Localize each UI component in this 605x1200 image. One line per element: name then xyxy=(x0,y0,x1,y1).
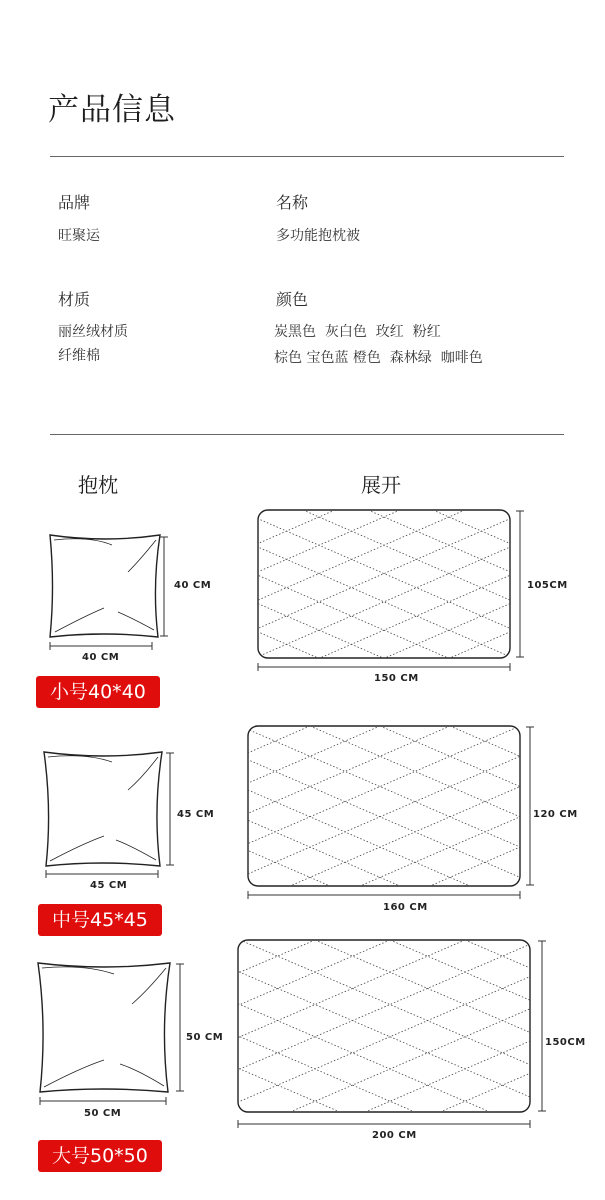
blanket-small-outline xyxy=(258,510,510,658)
name-value: 多功能抱枕被 xyxy=(276,228,360,244)
size-badge-medium: 中号45*45 xyxy=(38,904,162,936)
blanket-medium-width: 160 CM xyxy=(383,902,428,913)
name-label: 名称 xyxy=(276,193,309,212)
blanket-large-dims xyxy=(238,941,546,1128)
blanket-small-dims xyxy=(258,511,524,671)
brand-label: 品牌 xyxy=(58,193,91,212)
size-badge-small: 小号40*40 xyxy=(36,676,160,708)
brand-value: 旺聚运 xyxy=(58,228,100,244)
blanket-small-height: 105CM xyxy=(527,580,568,591)
pillow-small-drawing xyxy=(50,535,160,637)
pillow-medium-width: 45 CM xyxy=(90,880,128,891)
blanket-large-outline xyxy=(238,940,530,1112)
size-badge-large: 大号50*50 xyxy=(38,1140,162,1172)
color-line-1: 炭黑色 灰白色 玫红 粉红 xyxy=(274,324,441,340)
pillow-large-width: 50 CM xyxy=(84,1108,122,1119)
blanket-small-quilting xyxy=(0,510,605,658)
blanket-medium-height: 120 CM xyxy=(533,809,578,820)
blanket-large-quilting xyxy=(0,940,605,1112)
color-line-2: 棕色 宝色蓝 橙色 森林绿 咖啡色 xyxy=(274,350,483,366)
pillow-large-height: 50 CM xyxy=(186,1032,224,1043)
pillow-medium-drawing xyxy=(44,752,162,866)
pillow-small-width: 40 CM xyxy=(82,652,120,663)
pillow-small-height: 40 CM xyxy=(174,580,212,591)
material-value-2: 纤维棉 xyxy=(58,348,100,364)
pillow-heading: 抱枕 xyxy=(78,473,118,497)
material-value-1: 丽丝绒材质 xyxy=(58,324,128,340)
pillow-large-dims xyxy=(40,964,184,1105)
pillow-small-dims xyxy=(50,537,168,650)
unfold-heading: 展开 xyxy=(361,473,401,497)
blanket-small-width: 150 CM xyxy=(374,673,419,684)
material-label: 材质 xyxy=(58,290,91,309)
blanket-medium-dims xyxy=(248,727,534,899)
blanket-large-width: 200 CM xyxy=(372,1130,417,1141)
blanket-medium-outline xyxy=(248,726,520,886)
color-label: 颜色 xyxy=(276,290,309,309)
pillow-medium-height: 45 CM xyxy=(177,809,215,820)
blanket-medium-quilting xyxy=(0,726,605,886)
pillow-large-drawing xyxy=(38,963,170,1092)
page-title: 产品信息 xyxy=(48,92,176,128)
blanket-large-height: 150CM xyxy=(545,1037,586,1048)
